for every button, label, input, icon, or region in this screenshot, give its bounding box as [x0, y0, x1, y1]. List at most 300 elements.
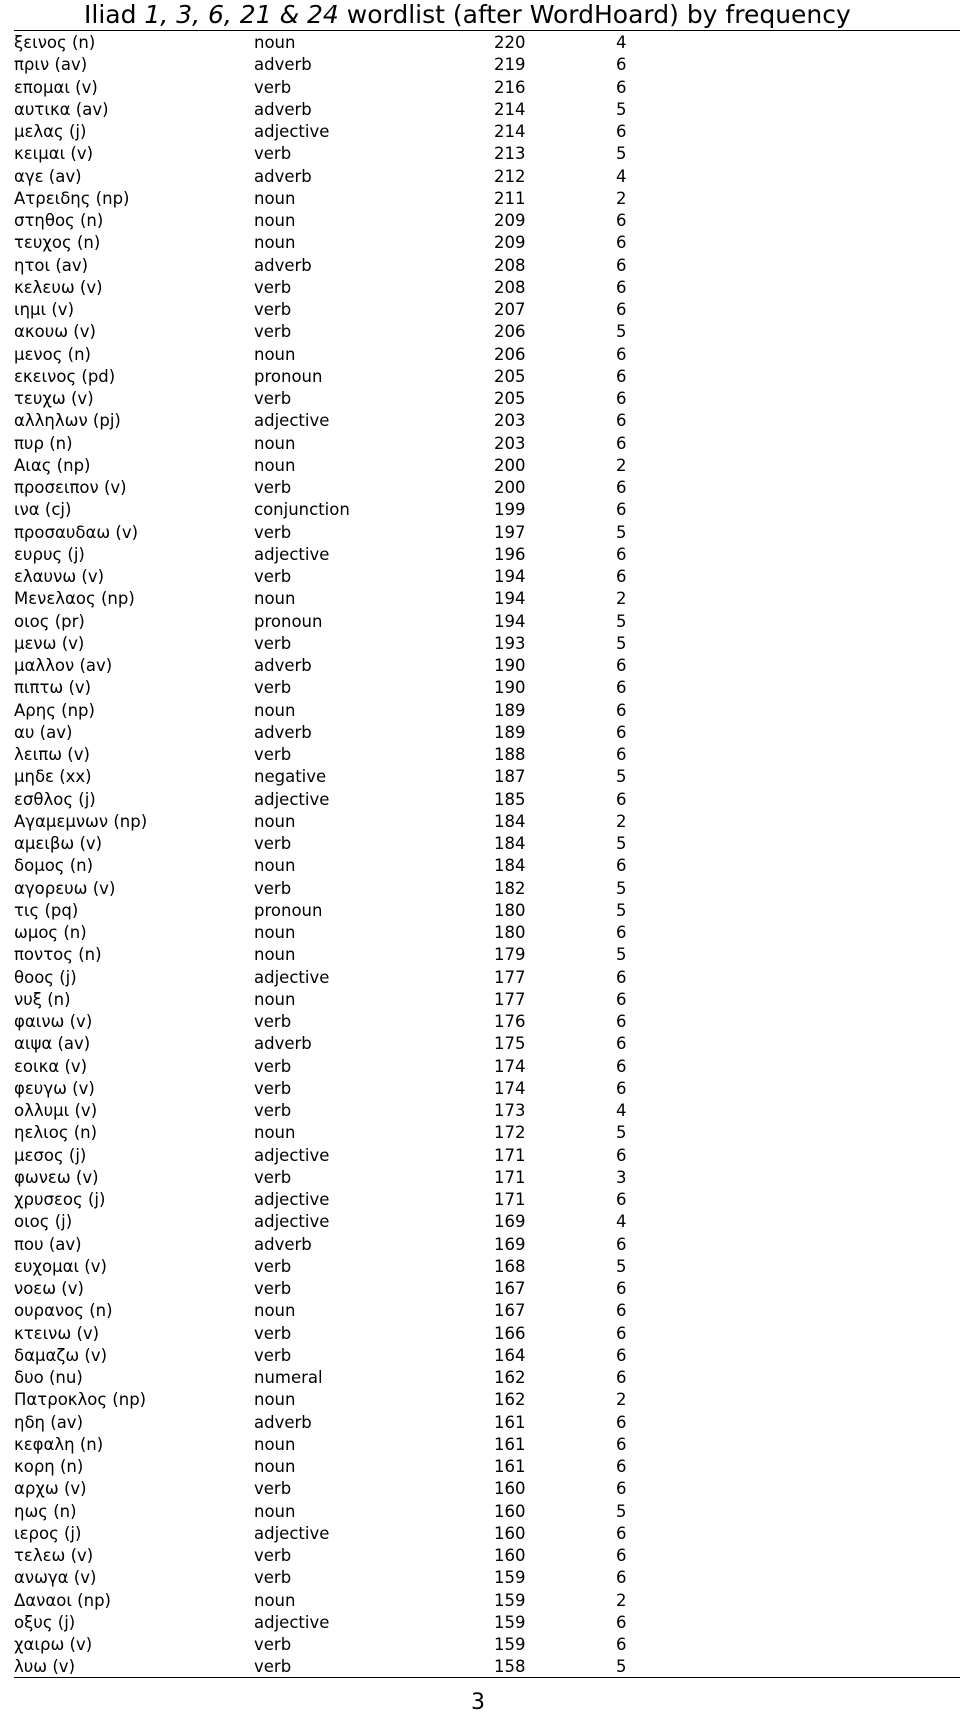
- headword-cell: φαινω (v): [14, 1012, 93, 1031]
- books-count-cell: 5: [616, 1123, 627, 1143]
- frequency-cell: 190: [494, 678, 526, 698]
- books-count-cell: 6: [616, 1012, 627, 1031]
- books-count-cell: 5: [616, 878, 627, 898]
- part-of-speech-cell: adjective: [254, 1612, 330, 1632]
- table-row: [0, 1078, 960, 1100]
- part-of-speech-cell: verb: [254, 834, 292, 853]
- table-row: [0, 1167, 960, 1189]
- table-row: [0, 166, 960, 188]
- headword-cell: ανωγα (v): [14, 1568, 97, 1588]
- headword-cell: κτεινω (v): [14, 1323, 100, 1343]
- table-row: [0, 900, 960, 922]
- books-count-cell: 6: [616, 300, 627, 319]
- headword-cell: Πατροκλος (np): [14, 1390, 147, 1410]
- table-row: [0, 455, 960, 477]
- frequency-cell: 169: [494, 1212, 526, 1232]
- headword-cell: μεσος (j): [14, 1145, 87, 1165]
- frequency-cell: 171: [494, 1145, 526, 1165]
- books-count-cell: 4: [616, 1101, 627, 1120]
- books-count-cell: 6: [616, 1434, 627, 1454]
- frequency-cell: 162: [494, 1390, 526, 1410]
- headword-cell: που (av): [14, 1234, 82, 1254]
- books-count-cell: 6: [616, 1078, 627, 1098]
- part-of-speech-cell: adjective: [254, 789, 330, 809]
- table-row: [0, 522, 960, 544]
- part-of-speech-cell: adjective: [254, 122, 330, 141]
- books-count-cell: 4: [616, 1212, 627, 1232]
- part-of-speech-cell: verb: [254, 77, 292, 97]
- table-row: [0, 1278, 960, 1300]
- table-row: [0, 1612, 960, 1634]
- frequency-cell: 171: [494, 1167, 526, 1187]
- headword-cell: ελαυνω (v): [14, 567, 105, 586]
- frequency-cell: 160: [494, 1523, 526, 1543]
- headword-cell: στηθος (n): [14, 211, 104, 230]
- part-of-speech-cell: adverb: [254, 656, 312, 675]
- part-of-speech-cell: verb: [254, 478, 292, 497]
- frequency-cell: 177: [494, 967, 526, 987]
- table-row: [0, 1056, 960, 1078]
- table-row: [0, 766, 960, 788]
- books-count-cell: 6: [616, 411, 627, 431]
- part-of-speech-cell: verb: [254, 1078, 292, 1098]
- part-of-speech-cell: verb: [254, 678, 292, 698]
- frequency-cell: 203: [494, 411, 526, 431]
- books-count-cell: 6: [616, 1457, 627, 1476]
- headword-cell: αιψα (av): [14, 1034, 91, 1054]
- part-of-speech-cell: adjective: [254, 544, 330, 564]
- frequency-cell: 194: [494, 589, 526, 609]
- headword-cell: νυξ (n): [14, 989, 71, 1009]
- books-count-cell: 6: [616, 789, 627, 809]
- title-prefix: Iliad: [84, 0, 145, 29]
- part-of-speech-cell: verb: [254, 522, 292, 542]
- books-count-cell: 6: [616, 1056, 627, 1076]
- headword-cell: δομος (n): [14, 856, 94, 876]
- table-row: [0, 1567, 960, 1589]
- frequency-cell: 190: [494, 656, 526, 675]
- headword-cell: Δαναοι (np): [14, 1590, 111, 1610]
- books-count-cell: 3: [616, 1167, 627, 1187]
- table-row: [0, 433, 960, 455]
- books-count-cell: 5: [616, 1657, 627, 1677]
- books-count-cell: 6: [616, 1523, 627, 1543]
- title-suffix: wordlist (after WordHoard) by frequency: [338, 0, 851, 29]
- frequency-cell: 213: [494, 144, 526, 164]
- wordlist-table: [0, 32, 960, 1679]
- books-count-cell: 6: [616, 544, 627, 564]
- books-count-cell: 6: [616, 678, 627, 698]
- headword-cell: κεφαλη (n): [14, 1434, 104, 1454]
- part-of-speech-cell: noun: [254, 1457, 296, 1476]
- books-count-cell: 6: [616, 1612, 627, 1632]
- part-of-speech-cell: verb: [254, 1012, 292, 1031]
- headword-cell: λυω (v): [14, 1657, 76, 1677]
- table-row: [0, 744, 960, 766]
- frequency-cell: 179: [494, 945, 526, 965]
- headword-cell: ιερος (j): [14, 1523, 82, 1543]
- headword-cell: χαιρω (v): [14, 1635, 93, 1654]
- headword-cell: θοος (j): [14, 967, 77, 987]
- headword-cell: ακουω (v): [14, 322, 96, 342]
- frequency-cell: 184: [494, 834, 526, 853]
- frequency-cell: 176: [494, 1012, 526, 1031]
- headword-cell: αγορευω (v): [14, 878, 116, 898]
- frequency-cell: 214: [494, 99, 526, 119]
- table-row: [0, 1033, 960, 1055]
- frequency-cell: 173: [494, 1101, 526, 1120]
- books-count-cell: 6: [616, 1568, 627, 1588]
- table-row: [0, 1434, 960, 1456]
- headword-cell: λειπω (v): [14, 745, 90, 764]
- part-of-speech-cell: adjective: [254, 1523, 330, 1543]
- frequency-cell: 167: [494, 1279, 526, 1298]
- frequency-cell: 184: [494, 811, 526, 831]
- table-row: [0, 700, 960, 722]
- books-count-cell: 6: [616, 389, 627, 408]
- books-count-cell: 6: [616, 1279, 627, 1298]
- table-row: [0, 1122, 960, 1144]
- table-row: [0, 611, 960, 633]
- part-of-speech-cell: adjective: [254, 1145, 330, 1165]
- headword-cell: αμειβω (v): [14, 834, 103, 853]
- frequency-cell: 160: [494, 1501, 526, 1521]
- headword-cell: οιος (j): [14, 1212, 73, 1232]
- table-row: [0, 655, 960, 677]
- books-count-cell: 5: [616, 144, 627, 164]
- table-row: [0, 944, 960, 966]
- frequency-cell: 166: [494, 1323, 526, 1343]
- books-count-cell: 6: [616, 656, 627, 675]
- part-of-speech-cell: noun: [254, 188, 296, 208]
- table-row: [0, 1345, 960, 1367]
- table-row: [0, 299, 960, 321]
- part-of-speech-cell: adjective: [254, 411, 330, 431]
- part-of-speech-cell: adjective: [254, 1190, 330, 1209]
- table-row: [0, 321, 960, 343]
- part-of-speech-cell: verb: [254, 745, 292, 764]
- books-count-cell: 6: [616, 923, 627, 942]
- part-of-speech-cell: verb: [254, 1479, 292, 1499]
- frequency-cell: 203: [494, 433, 526, 453]
- books-count-cell: 5: [616, 834, 627, 853]
- part-of-speech-cell: verb: [254, 1323, 292, 1343]
- headword-cell: ηελιος (n): [14, 1123, 98, 1143]
- books-count-cell: 6: [616, 856, 627, 876]
- part-of-speech-cell: noun: [254, 923, 296, 942]
- frequency-cell: 184: [494, 856, 526, 876]
- frequency-cell: 160: [494, 1546, 526, 1565]
- books-count-cell: 5: [616, 611, 627, 631]
- table-row: [0, 277, 960, 299]
- table-row: [0, 1656, 960, 1678]
- books-count-cell: 4: [616, 166, 627, 186]
- headword-cell: Ατρειδης (np): [14, 188, 130, 208]
- headword-cell: δυο (nu): [14, 1368, 83, 1387]
- headword-cell: ωμος (n): [14, 923, 87, 942]
- table-row: [0, 388, 960, 410]
- headword-cell: επομαι (v): [14, 77, 98, 97]
- frequency-cell: 220: [494, 33, 526, 52]
- headword-cell: μενω (v): [14, 633, 85, 653]
- part-of-speech-cell: pronoun: [254, 611, 323, 631]
- frequency-cell: 194: [494, 611, 526, 631]
- headword-cell: αλληλων (pj): [14, 411, 121, 431]
- table-row: [0, 1189, 960, 1211]
- part-of-speech-cell: noun: [254, 1390, 296, 1410]
- frequency-cell: 168: [494, 1256, 526, 1276]
- part-of-speech-cell: verb: [254, 1256, 292, 1276]
- frequency-cell: 169: [494, 1234, 526, 1254]
- frequency-cell: 209: [494, 233, 526, 253]
- part-of-speech-cell: noun: [254, 433, 296, 453]
- books-count-cell: 5: [616, 900, 627, 920]
- books-count-cell: 6: [616, 211, 627, 230]
- books-count-cell: 6: [616, 122, 627, 141]
- part-of-speech-cell: verb: [254, 1546, 292, 1565]
- frequency-cell: 187: [494, 767, 526, 787]
- table-row: [0, 366, 960, 388]
- part-of-speech-cell: adverb: [254, 1412, 312, 1432]
- part-of-speech-cell: verb: [254, 1056, 292, 1076]
- part-of-speech-cell: adverb: [254, 255, 312, 275]
- frequency-cell: 200: [494, 455, 526, 475]
- table-row: [0, 1634, 960, 1656]
- headword-cell: δαμαζω (v): [14, 1345, 108, 1365]
- table-row: [0, 878, 960, 900]
- part-of-speech-cell: numeral: [254, 1368, 323, 1387]
- part-of-speech-cell: noun: [254, 1123, 296, 1143]
- frequency-cell: 211: [494, 188, 526, 208]
- table-row: [0, 232, 960, 254]
- frequency-cell: 174: [494, 1056, 526, 1076]
- table-row: [0, 1501, 960, 1523]
- part-of-speech-cell: pronoun: [254, 366, 323, 386]
- headword-cell: ολλυμι (v): [14, 1101, 98, 1120]
- part-of-speech-cell: verb: [254, 144, 292, 164]
- frequency-cell: 200: [494, 478, 526, 497]
- table-row: [0, 677, 960, 699]
- part-of-speech-cell: verb: [254, 633, 292, 653]
- headword-cell: οξυς (j): [14, 1612, 76, 1632]
- frequency-cell: 206: [494, 344, 526, 364]
- table-row: [0, 989, 960, 1011]
- part-of-speech-cell: adverb: [254, 55, 312, 75]
- bottom-rule: [14, 1677, 960, 1678]
- headword-cell: αυτικα (av): [14, 99, 109, 119]
- books-count-cell: 5: [616, 1501, 627, 1521]
- table-row: [0, 1523, 960, 1545]
- books-count-cell: 5: [616, 945, 627, 965]
- frequency-cell: 216: [494, 77, 526, 97]
- part-of-speech-cell: verb: [254, 1657, 292, 1677]
- part-of-speech-cell: noun: [254, 945, 296, 965]
- frequency-cell: 158: [494, 1657, 526, 1677]
- table-row: [0, 499, 960, 521]
- frequency-cell: 207: [494, 300, 526, 319]
- part-of-speech-cell: pronoun: [254, 900, 323, 920]
- headword-cell: ιημι (v): [14, 300, 75, 319]
- books-count-cell: 6: [616, 700, 627, 720]
- part-of-speech-cell: verb: [254, 300, 292, 319]
- frequency-cell: 167: [494, 1301, 526, 1321]
- frequency-cell: 161: [494, 1434, 526, 1454]
- table-row: [0, 967, 960, 989]
- frequency-cell: 185: [494, 789, 526, 809]
- table-row: [0, 143, 960, 165]
- headword-cell: ποντος (n): [14, 945, 102, 965]
- frequency-cell: 180: [494, 923, 526, 942]
- part-of-speech-cell: noun: [254, 233, 296, 253]
- table-row: [0, 833, 960, 855]
- books-count-cell: 4: [616, 33, 627, 52]
- books-count-cell: 6: [616, 433, 627, 453]
- frequency-cell: 214: [494, 122, 526, 141]
- part-of-speech-cell: conjunction: [254, 500, 350, 520]
- part-of-speech-cell: noun: [254, 700, 296, 720]
- books-count-cell: 6: [616, 77, 627, 97]
- part-of-speech-cell: noun: [254, 1434, 296, 1454]
- table-row: [0, 1456, 960, 1478]
- headword-cell: φωνεω (v): [14, 1167, 99, 1187]
- part-of-speech-cell: noun: [254, 33, 296, 52]
- books-count-cell: 2: [616, 455, 627, 475]
- part-of-speech-cell: verb: [254, 1345, 292, 1365]
- top-rule: [14, 30, 960, 31]
- headword-cell: αγε (av): [14, 166, 82, 186]
- headword-cell: τευχος (n): [14, 233, 101, 253]
- table-row: [0, 588, 960, 610]
- frequency-cell: 159: [494, 1635, 526, 1654]
- headword-cell: ητοι (av): [14, 255, 89, 275]
- part-of-speech-cell: noun: [254, 811, 296, 831]
- headword-cell: οιος (pr): [14, 611, 85, 631]
- books-count-cell: 6: [616, 1546, 627, 1565]
- books-count-cell: 6: [616, 1301, 627, 1321]
- frequency-cell: 194: [494, 567, 526, 586]
- part-of-speech-cell: noun: [254, 856, 296, 876]
- table-row: [0, 1367, 960, 1389]
- books-count-cell: 6: [616, 366, 627, 386]
- books-count-cell: 2: [616, 1590, 627, 1610]
- part-of-speech-cell: verb: [254, 1635, 292, 1654]
- page-number: 3: [471, 1690, 485, 1715]
- table-row: [0, 121, 960, 143]
- part-of-speech-cell: verb: [254, 322, 292, 342]
- books-count-cell: 2: [616, 188, 627, 208]
- part-of-speech-cell: negative: [254, 767, 327, 787]
- table-row: [0, 855, 960, 877]
- headword-cell: ξεινος (n): [14, 33, 96, 52]
- part-of-speech-cell: adverb: [254, 722, 312, 742]
- headword-cell: κορη (n): [14, 1457, 84, 1476]
- part-of-speech-cell: adverb: [254, 99, 312, 119]
- books-count-cell: 5: [616, 522, 627, 542]
- part-of-speech-cell: noun: [254, 1301, 296, 1321]
- headword-cell: τευχω (v): [14, 389, 94, 408]
- headword-cell: τις (pq): [14, 900, 79, 920]
- frequency-cell: 208: [494, 255, 526, 275]
- part-of-speech-cell: verb: [254, 1101, 292, 1120]
- frequency-cell: 208: [494, 277, 526, 297]
- table-row: [0, 477, 960, 499]
- books-count-cell: 6: [616, 255, 627, 275]
- headword-cell: φευγω (v): [14, 1078, 95, 1098]
- books-count-cell: 6: [616, 277, 627, 297]
- books-count-cell: 6: [616, 567, 627, 586]
- headword-cell: Μενελαος (np): [14, 589, 135, 609]
- table-row: [0, 1011, 960, 1033]
- frequency-cell: 161: [494, 1457, 526, 1476]
- table-row: [0, 1100, 960, 1122]
- headword-cell: τελεω (v): [14, 1546, 94, 1565]
- part-of-speech-cell: adjective: [254, 1212, 330, 1232]
- frequency-cell: 188: [494, 745, 526, 764]
- table-row: [0, 344, 960, 366]
- table-row: [0, 1545, 960, 1567]
- frequency-cell: 159: [494, 1568, 526, 1588]
- table-row: [0, 544, 960, 566]
- part-of-speech-cell: adverb: [254, 166, 312, 186]
- books-count-cell: 6: [616, 967, 627, 987]
- part-of-speech-cell: noun: [254, 1590, 296, 1610]
- part-of-speech-cell: verb: [254, 878, 292, 898]
- books-count-cell: 6: [616, 1323, 627, 1343]
- frequency-cell: 209: [494, 211, 526, 230]
- table-row: [0, 188, 960, 210]
- part-of-speech-cell: verb: [254, 567, 292, 586]
- books-count-cell: 6: [616, 55, 627, 75]
- frequency-cell: 180: [494, 900, 526, 920]
- headword-cell: Αρης (np): [14, 700, 95, 720]
- frequency-cell: 219: [494, 55, 526, 75]
- books-count-cell: 2: [616, 1390, 627, 1410]
- headword-cell: ευρυς (j): [14, 544, 85, 564]
- headword-cell: αυ (av): [14, 722, 73, 742]
- books-count-cell: 6: [616, 989, 627, 1009]
- table-row: [0, 1211, 960, 1233]
- frequency-cell: 171: [494, 1190, 526, 1209]
- frequency-cell: 205: [494, 389, 526, 408]
- table-row: [0, 566, 960, 588]
- books-count-cell: 6: [616, 233, 627, 253]
- frequency-cell: 159: [494, 1590, 526, 1610]
- table-row: [0, 1590, 960, 1612]
- headword-cell: ηως (n): [14, 1501, 77, 1521]
- table-row: [0, 99, 960, 121]
- books-count-cell: 6: [616, 478, 627, 497]
- books-count-cell: 2: [616, 811, 627, 831]
- books-count-cell: 6: [616, 1145, 627, 1165]
- part-of-speech-cell: adverb: [254, 1234, 312, 1254]
- books-count-cell: 6: [616, 1234, 627, 1254]
- table-row: [0, 210, 960, 232]
- books-count-cell: 6: [616, 1479, 627, 1499]
- table-row: [0, 54, 960, 76]
- table-row: [0, 32, 960, 54]
- part-of-speech-cell: verb: [254, 1167, 292, 1187]
- frequency-cell: 189: [494, 700, 526, 720]
- frequency-cell: 205: [494, 366, 526, 386]
- headword-cell: κειμαι (v): [14, 144, 94, 164]
- part-of-speech-cell: adverb: [254, 1034, 312, 1054]
- books-count-cell: 6: [616, 1635, 627, 1654]
- part-of-speech-cell: noun: [254, 589, 296, 609]
- frequency-cell: 212: [494, 166, 526, 186]
- table-row: [0, 922, 960, 944]
- table-row: [0, 789, 960, 811]
- headword-cell: ευχομαι (v): [14, 1256, 107, 1276]
